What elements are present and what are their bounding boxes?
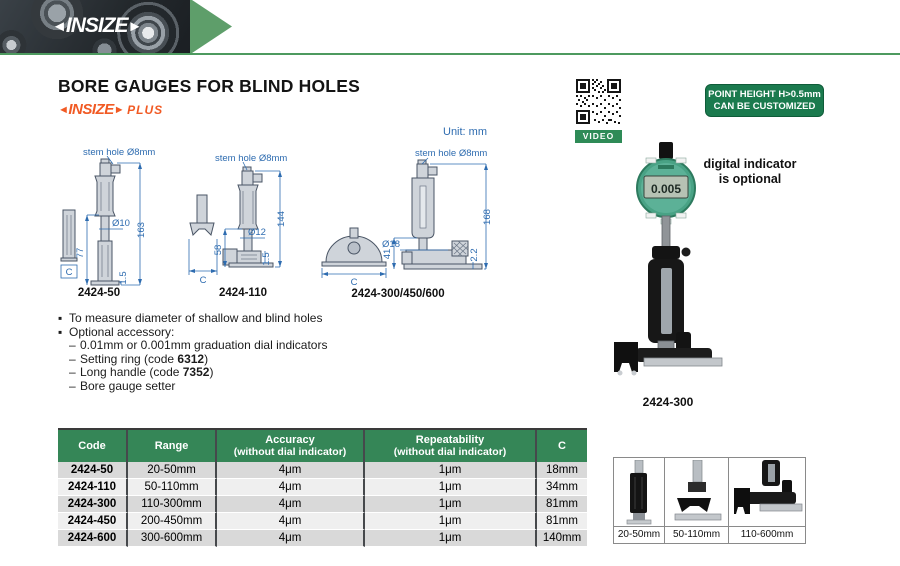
thumbnail-20-50 <box>614 458 665 543</box>
thumbnail-label: 110-600mm <box>729 526 805 543</box>
product-photo-2424-300 <box>600 142 800 392</box>
dim-168: 168 <box>482 209 493 225</box>
cell-c: 18mm <box>537 462 587 479</box>
customization-badge <box>705 84 824 117</box>
feature-item <box>58 312 327 326</box>
header-divider-line <box>0 53 900 55</box>
stem-hole-label: stem hole Ø8mm <box>83 147 156 158</box>
cell-repeatability: 1μm <box>365 462 537 479</box>
thumbnail-photo <box>614 458 664 526</box>
dim-77: 77 <box>75 247 86 259</box>
gauge-head-50-110-image <box>667 460 727 526</box>
cell-c: 140mm <box>537 530 587 547</box>
diagram-code-2424-50: 2424-50 <box>77 287 121 299</box>
indicator-note-line1: digital indicator <box>703 157 797 171</box>
plus-suffix: PLUS <box>127 103 164 117</box>
table-row <box>58 496 587 513</box>
cell-repeatability: 1μm <box>365 479 537 496</box>
gauge-head-20-50-image <box>615 460 663 526</box>
cell-code: 2424-50 <box>58 462 128 479</box>
table-row <box>58 462 587 479</box>
thumbnail-50-110 <box>665 458 729 543</box>
plus-logo-text: INSIZE <box>68 101 114 118</box>
feature-text: 0.01mm or 0.001mm graduation dial indicators <box>80 338 328 353</box>
dash-icon: – <box>69 365 76 380</box>
feature-subitem <box>58 380 327 394</box>
cell-accuracy: 4μm <box>217 513 365 530</box>
gauge-head-110-600-image <box>730 460 804 526</box>
dim-2-2: 2.2 <box>469 248 480 262</box>
diagram-code-2424-110: 2424-110 <box>219 287 267 299</box>
cell-accuracy: 4μm <box>217 530 365 547</box>
feature-text: Optional accessory: <box>69 324 175 339</box>
logo-right-arrow-icon: ► <box>127 18 142 35</box>
feature-suffix: ) <box>204 351 209 366</box>
feature-text: To measure diameter of shallow and blind holes <box>69 311 323 325</box>
table-row <box>58 530 587 547</box>
feature-suffix: ) <box>209 365 214 380</box>
table-body <box>58 462 587 547</box>
c-label: C <box>65 267 73 278</box>
cell-accuracy: 4μm <box>217 462 365 479</box>
feature-text: Bore gauge setter <box>80 378 176 393</box>
logo-text: INSIZE <box>65 14 128 37</box>
cell-accuracy: 4μm <box>217 479 365 496</box>
dim-41: 41 <box>382 248 393 260</box>
col-header-range: Range <box>128 430 217 462</box>
lcd-value: 0.005 <box>650 182 682 196</box>
cell-accuracy: 4μm <box>217 496 365 513</box>
badge-line2: CAN BE CUSTOMIZED <box>713 100 816 112</box>
dash-icon: – <box>69 351 76 366</box>
dim-58: 58 <box>213 244 224 256</box>
feature-subitem <box>58 353 327 367</box>
cell-range: 50-110mm <box>128 479 217 496</box>
dash-icon: – <box>69 378 76 393</box>
dim-dia18: Ø18 <box>382 239 400 250</box>
measuring-head-thumbnails <box>613 457 806 544</box>
video-label[interactable]: VIDEO <box>575 130 622 143</box>
dim-1-5: 1.5 <box>118 271 129 285</box>
dim-dia10: Ø10 <box>112 218 130 229</box>
feature-code: 6312 <box>177 351 205 366</box>
dim-144: 144 <box>276 211 287 227</box>
feature-list <box>58 312 327 394</box>
insize-plus-logo <box>58 101 163 118</box>
feature-item <box>58 326 327 340</box>
diagram-2424-50 <box>55 135 185 300</box>
cell-repeatability: 1μm <box>365 496 537 513</box>
dim-1-5: 1.5 <box>261 252 272 266</box>
feature-text: Long handle (code <box>80 365 183 380</box>
feature-subitem <box>58 366 327 380</box>
cell-c: 81mm <box>537 496 587 513</box>
cell-c: 34mm <box>537 479 587 496</box>
feature-subitem <box>58 339 327 353</box>
video-qr-block[interactable] <box>575 78 622 143</box>
logo-left-arrow-icon: ◄ <box>52 18 66 35</box>
cell-range: 200-450mm <box>128 513 217 530</box>
spec-table <box>58 428 587 547</box>
bullet-icon: ▪ <box>58 311 63 325</box>
page-title: BORE GAUGES FOR BLIND HOLES <box>58 76 360 96</box>
plus-logo-left-arrow-icon: ◄ <box>58 104 69 116</box>
diagram-2424-300-450-600 <box>318 122 503 300</box>
thumbnail-110-600 <box>729 458 805 543</box>
table-row <box>58 479 587 496</box>
col-header-repeatability: Repeatability (without dial indicator) <box>365 430 537 462</box>
unit-note: Unit: mm <box>443 126 487 138</box>
feature-text: Setting ring (code <box>80 351 178 366</box>
table-row <box>58 513 587 530</box>
cell-code: 2424-600 <box>58 530 128 547</box>
col-header-c: C <box>558 440 566 452</box>
dim-dia12: Ø12 <box>248 227 266 238</box>
table-header-row <box>58 430 587 462</box>
cell-code: 2424-300 <box>58 496 128 513</box>
diagram-2424-110 <box>185 135 320 300</box>
badge-line1: POINT HEIGHT H>0.5mm <box>708 89 821 100</box>
c-label: C <box>199 275 207 286</box>
thumbnail-photo <box>665 458 728 526</box>
col-header-accuracy: Accuracy (without dial indicator) <box>217 430 365 462</box>
indicator-note-line2: is optional <box>718 172 782 186</box>
diagram-code-2424-300-450-600: 2424-300/450/600 <box>351 288 445 300</box>
cell-repeatability: 1μm <box>365 530 537 547</box>
cell-range: 20-50mm <box>128 462 217 479</box>
cell-repeatability: 1μm <box>365 513 537 530</box>
thumbnail-label: 50-110mm <box>665 526 728 543</box>
thumbnail-label: 20-50mm <box>614 526 664 543</box>
stem-hole-label: stem hole Ø8mm <box>215 153 288 164</box>
insize-logo <box>52 14 141 38</box>
stem-hole-label: stem hole Ø8mm <box>415 148 488 159</box>
cell-range: 110-300mm <box>128 496 217 513</box>
bullet-icon: ▪ <box>58 324 63 339</box>
dash-icon: – <box>69 338 76 353</box>
dim-163: 163 <box>136 222 147 238</box>
qr-code-icon[interactable] <box>575 78 622 125</box>
feature-code: 7352 <box>182 365 210 380</box>
cell-code: 2424-450 <box>58 513 128 530</box>
product-code-label: 2424-300 <box>642 395 694 409</box>
c-label: C <box>350 277 358 288</box>
cell-code: 2424-110 <box>58 479 128 496</box>
cell-c: 81mm <box>537 513 587 530</box>
cell-range: 300-600mm <box>128 530 217 547</box>
col-header-code: Code <box>58 430 128 462</box>
plus-logo-right-arrow-icon: ► <box>113 104 125 116</box>
thumbnail-photo <box>729 458 805 526</box>
